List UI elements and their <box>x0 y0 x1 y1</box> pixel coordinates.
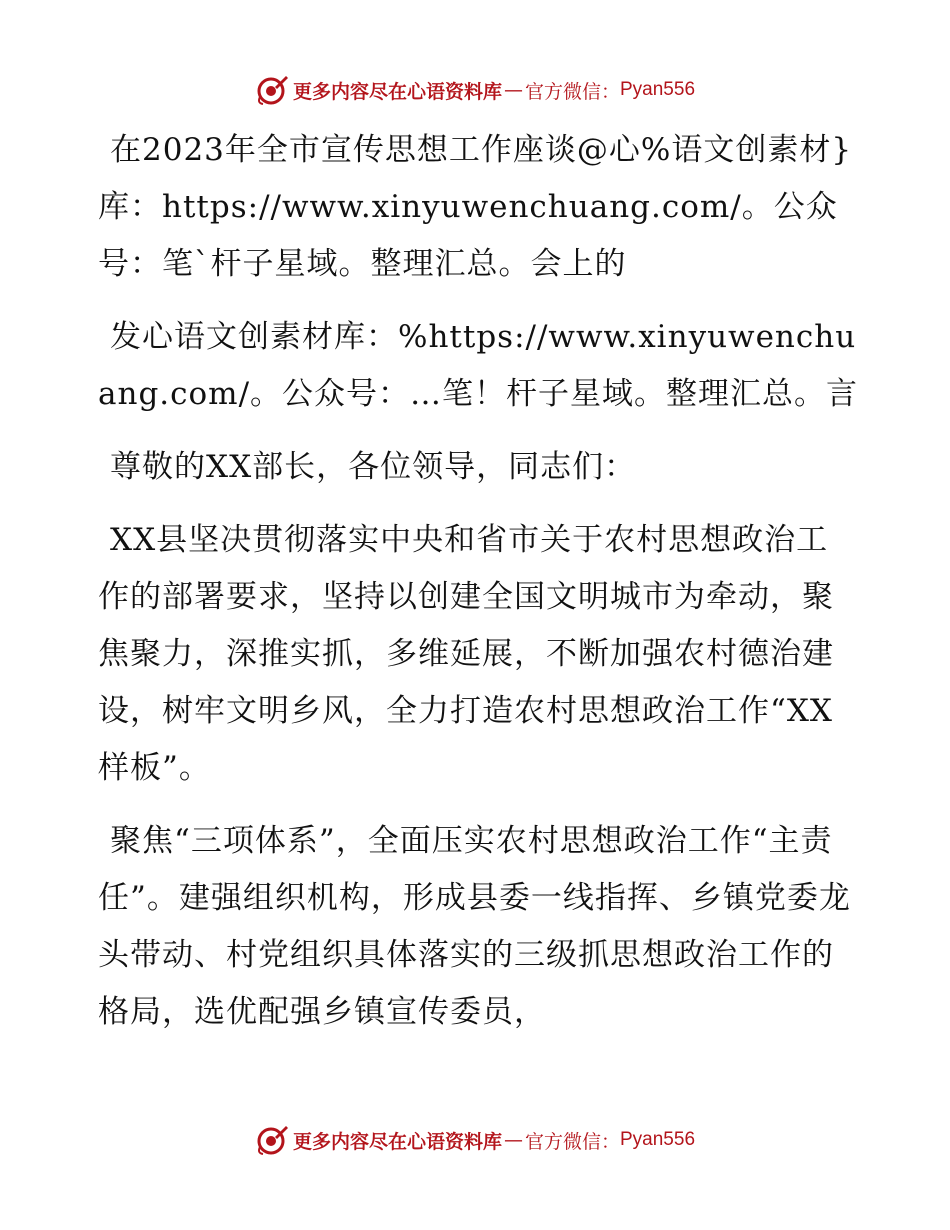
paragraph-4: 聚焦“三项体系”，全面压实农村思想政治工作“主责任”。建强组织机构，形成县委一线指挥、乡镇党委龙头带动、村党组织具体落实的三级抓思想政治工作的格局，选优配强乡镇宣传委员， <box>98 823 851 1030</box>
footer-banner <box>0 1120 950 1160</box>
document-body <box>98 122 858 1057</box>
pen-logo-icon <box>255 1123 289 1157</box>
banner-wechat-id: Pyan556 <box>620 1129 696 1150</box>
paragraph-salutation: 尊敬的XX部长，各位领导，同志们： <box>110 449 637 485</box>
banner-separator: — <box>503 1129 523 1151</box>
banner-separator: — <box>503 79 523 101</box>
pen-logo-icon <box>255 73 289 107</box>
paragraph-3: XX县坚决贯彻落实中央和省市关于农村思想政治工作的部署要求，坚持以创建全国文明城市为牵动，聚焦聚力，深推实抓，多维延展，不断加强农村德治建设，树牢文明乡风，全力打造农村思想政治工作“XX样板”。 <box>98 522 834 786</box>
banner-sub-text: 官方微信： <box>524 80 620 103</box>
header-banner <box>0 70 950 110</box>
paragraph-1: 在2023年全市宣传思想工作座谈@心%语文创素材}库：https://www.xinyuwenchuang.com/。公众号：笔`杆子星域。整理汇总。会上的 <box>98 132 853 282</box>
banner-sub-text: 官方微信： <box>524 1130 620 1153</box>
banner-main-text: 更多内容尽在心语资料库 <box>292 80 502 103</box>
banner-wechat-id: Pyan556 <box>620 79 696 100</box>
banner-main-text: 更多内容尽在心语资料库 <box>292 1130 502 1153</box>
paragraph-2: 发心语文创素材库：%https://www.xinyuwenchuang.com/。公众号：…笔！杆子星域。整理汇总。言 <box>98 319 859 412</box>
